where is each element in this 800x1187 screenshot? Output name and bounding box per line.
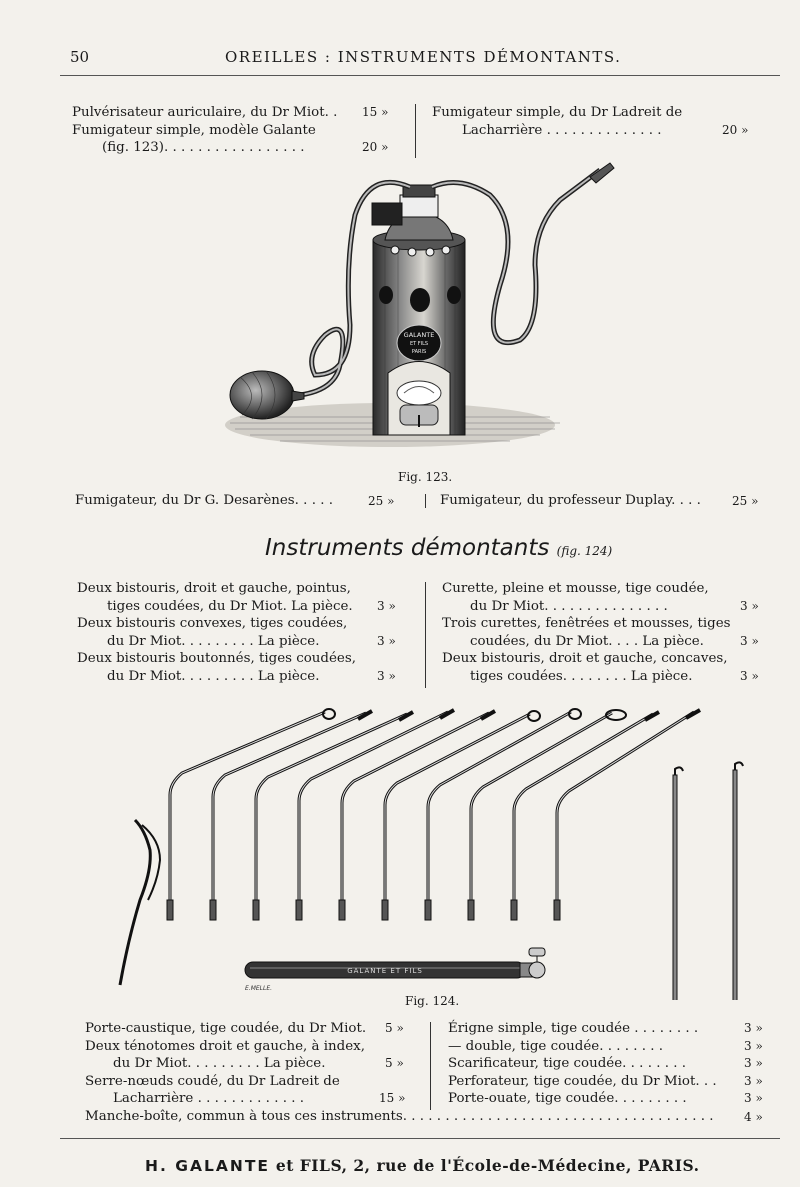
instrument-shaft <box>514 714 653 920</box>
bottom-right-list <box>448 1020 768 1108</box>
instrument-tang <box>210 900 216 920</box>
badge-line-3: PARIS <box>411 349 427 355</box>
figure-caption: Fig. 124. <box>405 994 460 1008</box>
price: 25 » <box>368 494 395 508</box>
instrument-tang <box>296 900 302 920</box>
fumigator-illustration <box>220 155 620 465</box>
instrument-tang <box>468 900 474 920</box>
instrument-tang <box>425 900 431 920</box>
list-item: tiges coudées, du Dr Miot. La pièce. 3 » <box>107 598 396 614</box>
list-item: Lacharrière . . . . . . . . . . . . . . 20 » <box>462 122 749 138</box>
list-item: Fumigateur simple, modèle Galante <box>72 122 316 138</box>
list-item: Trois curettes, fenêtrées et mousses, tiges <box>442 616 731 631</box>
engraver-signature: E.MELLE. <box>245 985 273 992</box>
footer-address: H. GALANTE et FILS, 2, rue de l'École-de-Médecine, PARIS. <box>145 1156 700 1175</box>
last-line: Manche-boîte, commun à tous ces instruments. . . . . . . . . . . . . . . . . . . . . . . . . . . . . . . . . . . . . <box>85 1109 714 1124</box>
list-item: Scarificateur, tige coudée. . . . . . . . 3 » <box>448 1056 763 1071</box>
list-item: Perforateur, tige coudée, du Dr Miot. . . 3 » <box>448 1073 763 1089</box>
list-item: Pulvérisateur auriculaire, du Dr Miot. . 15 » <box>72 105 389 120</box>
list-item: du Dr Miot. . . . . . . . . La pièce. 3 » <box>107 633 396 649</box>
footer-rule <box>60 1138 780 1139</box>
instrument-tang <box>554 900 560 920</box>
list-item: (fig. 123). . . . . . . . . . . . . . . . . 20 » <box>102 140 389 155</box>
list-item: Fumigateur, du professeur Duplay. . . . <box>440 493 701 508</box>
instrument-tang <box>253 900 259 920</box>
instrument-tip <box>323 709 335 719</box>
instruments-illustration <box>100 700 760 1000</box>
list-item: du Dr Miot. . . . . . . . . La pièce. 5 » <box>113 1056 404 1071</box>
instrument-tang <box>511 900 517 920</box>
list-item: Érigne simple, tige coudée . . . . . . . . 3 » <box>448 1021 763 1036</box>
column-divider <box>430 1022 431 1110</box>
badge-line-1: GALANTE <box>403 331 435 339</box>
straight-probe <box>733 770 737 1000</box>
list-item: Deux bistouris boutonnés, tiges coudées, <box>77 651 356 666</box>
list-item: Porte-caustique, tige coudée, du Dr Miot. 5 » <box>85 1021 404 1036</box>
section-title: Instruments démontants (fig. 124) <box>265 535 613 561</box>
price: 4 » <box>744 1110 763 1124</box>
list-item: du Dr Miot. . . . . . . . . . . . . . . 3 » <box>470 598 759 614</box>
list-item: Deux ténotomes droit et gauche, à index, <box>85 1038 365 1054</box>
list-item: tiges coudées. . . . . . . . La pièce. 3 » <box>470 668 759 684</box>
instruments-left-list <box>77 580 422 685</box>
figure-reference: (fig. 124) <box>556 544 613 558</box>
list-item: Serre-nœuds coudé, du Dr Ladreit de <box>85 1073 340 1089</box>
instrument-shaft <box>342 713 489 920</box>
instrument-tip <box>675 767 683 775</box>
instrument-tip <box>735 762 743 770</box>
figure-caption: Fig. 123. <box>398 470 453 484</box>
instrument-tip <box>569 709 581 719</box>
instrument-tip <box>528 711 540 721</box>
list-item: Deux bistouris convexes, tiges coudées, <box>77 616 348 631</box>
list-item: Lacharrière . . . . . . . . . . . . . 15 » <box>113 1091 406 1106</box>
column-divider <box>425 582 426 688</box>
list-item: Curette, pleine et mousse, tige coudée, <box>442 581 709 596</box>
column-divider <box>425 494 426 508</box>
handle-label: GALANTE ET FILS <box>347 967 423 975</box>
instrument-tang <box>167 900 173 920</box>
list-item: Porte-ouate, tige coudée. . . . . . . . . 3 » <box>448 1091 763 1106</box>
list-item: Deux bistouris, droit et gauche, pointus, <box>77 581 351 596</box>
instrument-tang <box>339 900 345 920</box>
list-item: coudées, du Dr Miot. . . . La pièce. 3 » <box>470 633 759 649</box>
instrument-shaft <box>471 713 612 920</box>
list-item: Fumigateur, du Dr G. Desarènes. . . . . <box>75 493 333 508</box>
bottom-left-list <box>85 1020 420 1108</box>
instrument-shaft <box>428 712 571 920</box>
list-item: — double, tige coudée. . . . . . . . 3 » <box>448 1038 763 1054</box>
instrument-shaft <box>385 714 530 920</box>
page-number: 50 <box>70 48 90 66</box>
column-divider <box>415 104 416 158</box>
list-item: du Dr Miot. . . . . . . . . La pièce. 3 » <box>107 668 396 684</box>
price: 25 » <box>732 494 759 508</box>
instrument-tang <box>382 900 388 920</box>
straight-probe <box>673 775 677 1000</box>
badge-line-2: ET FILS <box>409 341 429 347</box>
header-rule <box>60 75 780 76</box>
page-title: OREILLES : INSTRUMENTS DÉMONTANTS. <box>225 48 622 66</box>
list-item: Fumigateur simple, du Dr Ladreit de <box>432 105 683 120</box>
top-left-list <box>72 104 412 157</box>
instrument-shaft <box>299 712 448 920</box>
instruments-right-list <box>442 580 782 685</box>
list-item: Deux bistouris, droit et gauche, concaves, <box>442 651 728 666</box>
instrument-shaft <box>170 712 325 920</box>
instrument-set <box>167 709 743 1000</box>
top-right-list <box>432 104 772 139</box>
